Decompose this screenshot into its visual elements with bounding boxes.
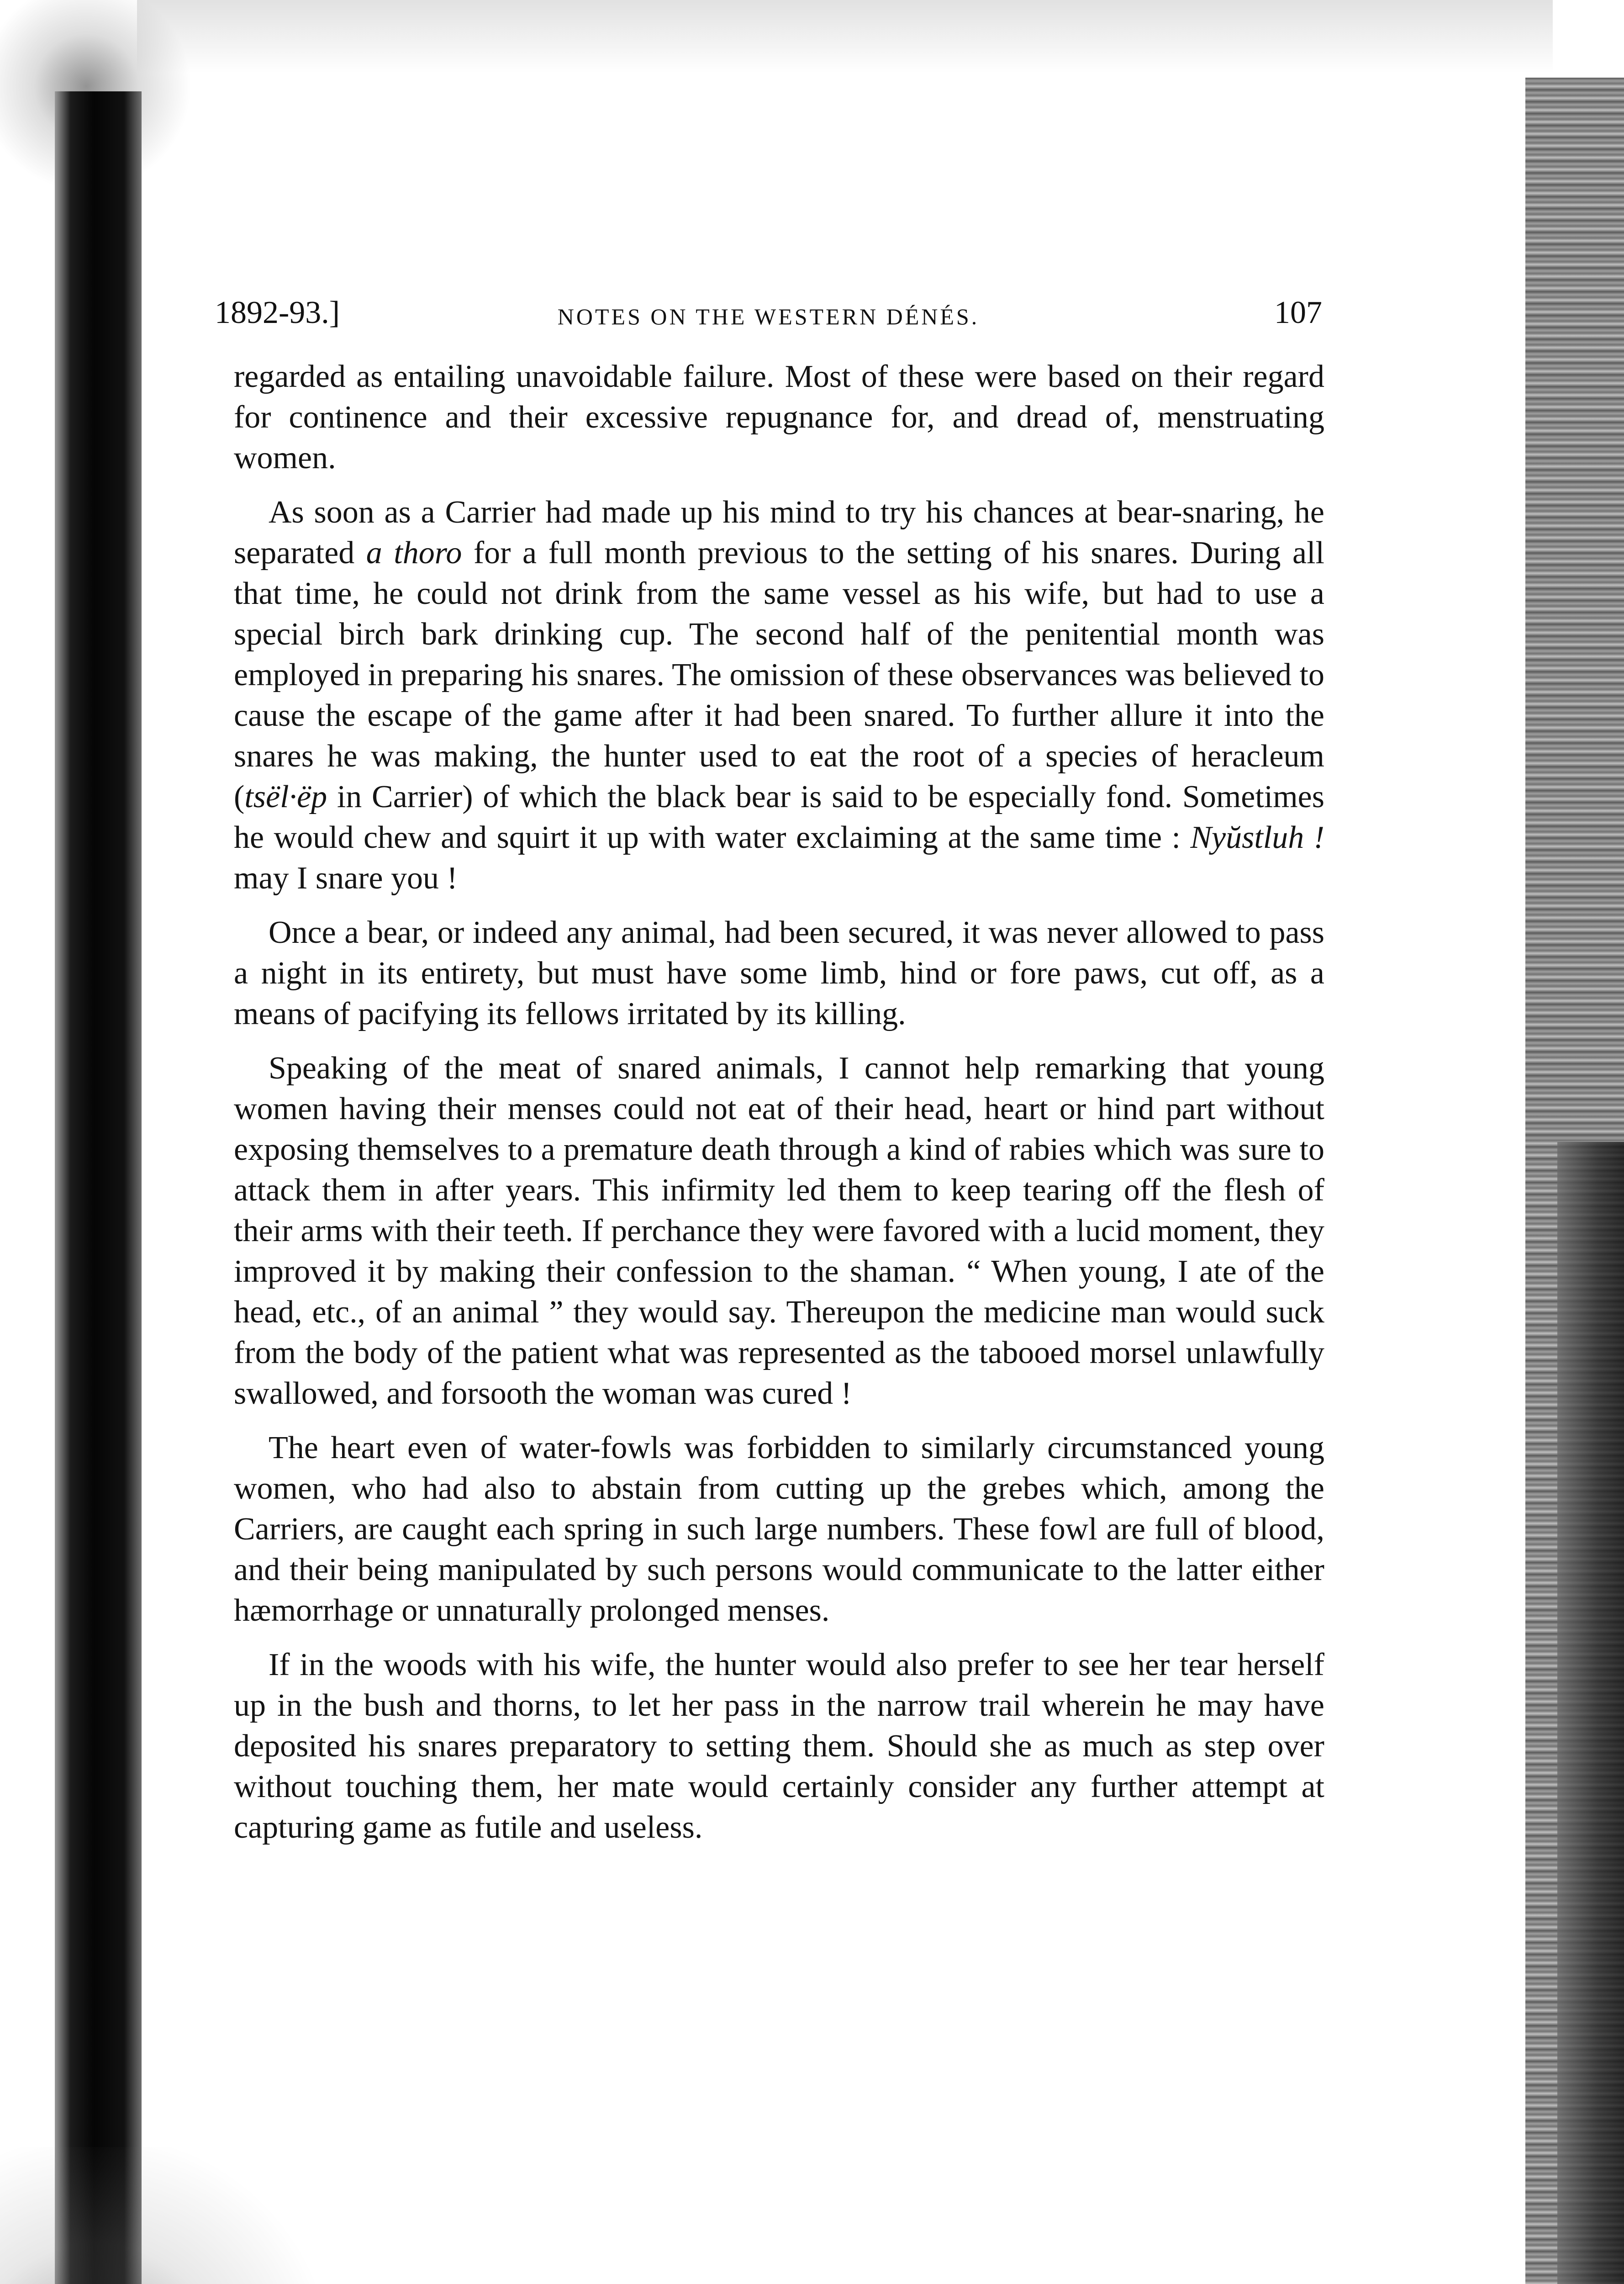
paragraph-text: regarded as entailing unavoidable failure. Most of these were based on their regard for continence and their excessive repugnance for, and dread of, menstruating women. (234, 359, 1324, 476)
paragraph-woods (234, 1644, 1324, 1848)
paragraph-text: Once a bear, or indeed any animal, had been secured, it was never allowed to pass a night in its entirety, but must have some limb, hind or fore paws, cut off, as a means of pacifying its fellows irritated by its killing. (234, 915, 1324, 1031)
running-head (215, 292, 1322, 338)
running-head-title: NOTES ON THE WESTERN DÉNÉS. (557, 304, 980, 329)
paragraph-text: for a full month previous to the setting of his snares. During all that time, he could not drink from the same vessel as his wife, but had to use a special birch bark drinking cup. The second half of the penitential month was employed in preparing his snares. The omission of these observances was believed to cause the escape of the game after it had been snared. To further allure it into the snares he was making, the hunter used to eat the root of a species of heracleum ( (234, 535, 1324, 814)
paragraph-secured-animal (234, 912, 1324, 1034)
native-term-exclamation: Nyŭstluh ! (1190, 820, 1324, 855)
paragraph-water-fowls (234, 1428, 1324, 1631)
paragraph-text: may I snare you ! (234, 861, 458, 896)
scan-shadow-corner-bottom (0, 2147, 320, 2284)
page-number: 107 (1274, 295, 1322, 330)
native-term-heracleum: tsël·ëp (244, 779, 327, 814)
body-text (234, 356, 1324, 1861)
paragraph-text: Speaking of the meat of snared animals, I cannot help remarking that young women having their menses could not eat of their head, heart or hind part without exposing themselves to a premature death through a kind of rabies which was sure to attack them in after years. This infirmity led them to keep tearing off the flesh of their arms with their teeth. If perchance they were favored with a lucid moment, they improved it by making their confession to the shaman. “ When young, I ate of the head, etc., of an animal ” they would say. Thereupon the medicine man would suck from the body of the patient what was represented as the tabooed morsel unlawfully swallowed, and forsooth the woman was cured ! (234, 1051, 1324, 1411)
paragraph-snared-meat (234, 1048, 1324, 1414)
paragraph-text: The heart even of water-fowls was forbidden to similarly circumstanced young women, who had also to abstain from cutting up the grebes which, among the Carriers, are caught each spring in such large numbers. These fowl are full of blood, and their being manipulated by such persons would communicate to the latter either hæmorrhage or unnaturally prolonged menses. (234, 1430, 1324, 1628)
running-head-year: 1892-93.] (215, 295, 340, 330)
paragraph-text: As soon as a Carrier had made up his mind to try his chances at bear-snaring, he separated (234, 495, 1324, 571)
scan-shadow-top (137, 0, 1553, 73)
paragraph-continued (234, 356, 1324, 478)
paragraph-bear-snaring (234, 492, 1324, 899)
page-edge-shadow (1557, 1142, 1624, 2284)
paragraph-text: If in the woods with his wife, the hunter would also prefer to see her tear herself up in the bush and thorns, to let her pass in the narrow trail wherein he may have deposited his snares preparatory to setting them. Should she as much as step over without touching them, her mate would certainly consider any further attempt at capturing game as futile and useless. (234, 1647, 1324, 1845)
book-gutter-shadow (55, 91, 142, 2284)
native-term-thoro: a thoro (366, 535, 462, 571)
paragraph-text: in Carrier) of which the black bear is said to be especially fond. Sometimes he would chew and squirt it up with water exclaiming at the same time : (234, 779, 1324, 855)
